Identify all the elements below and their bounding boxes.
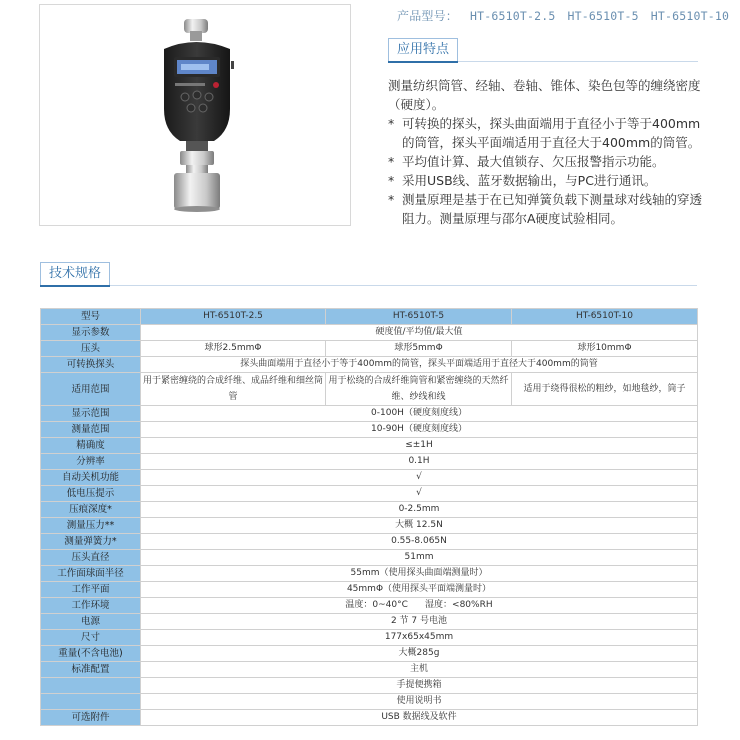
spec-label: 适用范围 <box>41 373 141 406</box>
spec-label: 重量(不含电池) <box>41 646 141 662</box>
spec-label: 电源 <box>41 614 141 630</box>
hardness-tester-image <box>40 5 350 225</box>
features-intro: 测量纺织筒管、经轴、卷轴、锥体、染色包等的缠绕密度（硬度）。 <box>388 78 701 112</box>
spec-label: 标准配置 <box>41 662 141 678</box>
table-row <box>41 710 698 726</box>
table-row <box>41 486 698 502</box>
product-photo <box>39 4 351 226</box>
table-row <box>41 598 698 614</box>
spec-value: √ <box>141 486 698 502</box>
feature-text: 采用USB线、蓝牙数据输出，与PC进行通讯。 <box>402 173 657 188</box>
spec-value: ≤±1H <box>141 438 698 454</box>
spec-value: 55mm（使用探头曲面端测量时） <box>141 566 698 582</box>
feature-bullet: * 平均值计算、最大值锁存、欠压报警指示功能。 <box>388 154 665 169</box>
table-row <box>41 582 698 598</box>
feature-bullet: * 测量原理是基于在已知弹簧负载下测量球对线轴的穿透阻力。测量原理与邵尔A硬度试验相同。 <box>388 190 708 228</box>
spec-model-col: HT-6510T-10 <box>512 309 698 325</box>
product-model-line <box>397 7 737 24</box>
feature-bullet: * 采用USB线、蓝牙数据输出，与PC进行通讯。 <box>388 173 657 188</box>
spec-label: 压头直径 <box>41 550 141 566</box>
spec-label <box>41 694 141 710</box>
specs-rule <box>40 285 697 286</box>
table-row <box>41 325 698 341</box>
table-row <box>41 518 698 534</box>
spec-value: 用于松绕的合成纤维筒管和紧密缠绕的天然纤维、纱线和线 <box>326 373 512 406</box>
table-row <box>41 357 698 373</box>
feature-text: 测量原理是基于在已知弹簧负载下测量球对线轴的穿透阻力。测量原理与邵尔A硬度试验相同。 <box>402 192 703 226</box>
spec-table <box>40 308 698 726</box>
spec-value: 球形10mmΦ <box>512 341 698 357</box>
table-row <box>41 662 698 678</box>
table-row <box>41 566 698 582</box>
spec-value: 177x65x45mm <box>141 630 698 646</box>
spec-label: 测量范围 <box>41 422 141 438</box>
table-row <box>41 694 698 710</box>
spec-label <box>41 678 141 694</box>
spec-value: 10-90H（硬度刻度线） <box>141 422 698 438</box>
spec-value: 0.1H <box>141 454 698 470</box>
spec-label: 压痕深度* <box>41 502 141 518</box>
features-description <box>388 76 708 228</box>
table-row <box>41 646 698 662</box>
model-value: HT-6510T-5 <box>567 9 639 23</box>
spec-value: 0-2.5mm <box>141 502 698 518</box>
spec-value: 2 节 7 号电池 <box>141 614 698 630</box>
table-row <box>41 470 698 486</box>
spec-header-row <box>41 309 698 325</box>
spec-label: 分辨率 <box>41 454 141 470</box>
table-row <box>41 550 698 566</box>
model-value: HT-6510T-2.5 <box>470 9 556 23</box>
table-row <box>41 373 698 406</box>
spec-label: 可选附件 <box>41 710 141 726</box>
features-heading: 应用特点 <box>388 38 458 61</box>
table-row <box>41 406 698 422</box>
table-row <box>41 438 698 454</box>
spec-label: 测量压力** <box>41 518 141 534</box>
spec-value: 主机 <box>141 662 698 678</box>
spec-label: 显示范围 <box>41 406 141 422</box>
spec-value: √ <box>141 470 698 486</box>
spec-value: 球形2.5mmΦ <box>141 341 326 357</box>
spec-value: 0.55-8.065N <box>141 534 698 550</box>
table-row <box>41 454 698 470</box>
table-row <box>41 341 698 357</box>
spec-label: 尺寸 <box>41 630 141 646</box>
spec-label: 显示参数 <box>41 325 141 341</box>
table-row <box>41 422 698 438</box>
specs-heading: 技术规格 <box>40 262 110 285</box>
spec-value: 用于紧密缠绕的合成纤维、成品纤维和细丝筒管 <box>141 373 326 406</box>
spec-value: 球形5mmΦ <box>326 341 512 357</box>
spec-label: 测量弹簧力* <box>41 534 141 550</box>
feature-text: 可转换的探头，探头曲面端用于直径小于等于400mm的筒管，探头平面端适用于直径大于400mm的筒管。 <box>402 116 701 150</box>
spec-label: 可转换探头 <box>41 357 141 373</box>
spec-label: 精确度 <box>41 438 141 454</box>
spec-value: 温度：0~40°C 湿度：<80%RH <box>141 598 698 614</box>
spec-value: 适用于绕得很松的粗纱，如地毯纱，筒子 <box>512 373 698 406</box>
spec-value: 0-100H（硬度刻度线） <box>141 406 698 422</box>
product-model-label: 产品型号： <box>397 9 459 23</box>
spec-label: 工作环境 <box>41 598 141 614</box>
table-row <box>41 630 698 646</box>
spec-label: 型号 <box>41 309 141 325</box>
spec-model-col: HT-6510T-5 <box>326 309 512 325</box>
spec-label: 低电压提示 <box>41 486 141 502</box>
spec-value: 硬度值/平均值/最大值 <box>141 325 698 341</box>
feature-text: 平均值计算、最大值锁存、欠压报警指示功能。 <box>402 154 665 169</box>
spec-value: USB 数据线及软件 <box>141 710 698 726</box>
spec-model-col: HT-6510T-2.5 <box>141 309 326 325</box>
spec-label: 工作平面 <box>41 582 141 598</box>
feature-bullet: * 可转换的探头，探头曲面端用于直径小于等于400mm的筒管，探头平面端适用于直径大于400mm的筒管。 <box>388 114 708 152</box>
spec-label: 压头 <box>41 341 141 357</box>
spec-label: 自动关机功能 <box>41 470 141 486</box>
spec-label: 工作面球面半径 <box>41 566 141 582</box>
spec-value: 使用说明书 <box>141 694 698 710</box>
spec-value: 51mm <box>141 550 698 566</box>
spec-value: 手提便携箱 <box>141 678 698 694</box>
table-row <box>41 502 698 518</box>
table-row <box>41 614 698 630</box>
spec-value: 探头曲面端用于直径小于等于400mm的筒管，探头平面端适用于直径大于400mm的筒管 <box>141 357 698 373</box>
spec-value: 45mmΦ（使用探头平面端测量时） <box>141 582 698 598</box>
spec-value: 大概 12.5N <box>141 518 698 534</box>
table-row <box>41 678 698 694</box>
spec-value: 大概285g <box>141 646 698 662</box>
model-value: HT-6510T-10 <box>650 9 730 23</box>
table-row <box>41 534 698 550</box>
